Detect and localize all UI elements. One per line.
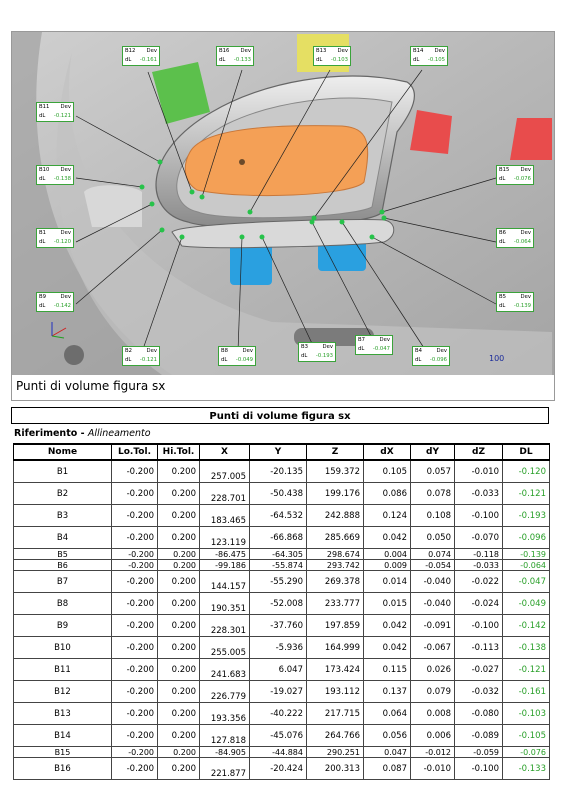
- reference-label: Riferimento -: [14, 428, 88, 439]
- cell-name: B1: [14, 460, 112, 483]
- cell-hi: 0.200: [158, 549, 200, 560]
- cell-name: B6: [14, 560, 112, 571]
- cell-lo: -0.200: [112, 747, 158, 758]
- callout-b16: B16 Dev dL -0.133: [216, 46, 254, 66]
- cell-dl: -0.103: [503, 703, 550, 725]
- table-row: [14, 681, 550, 703]
- cell-dx: 0.047: [364, 747, 411, 758]
- cell-dx: 0.014: [364, 571, 411, 593]
- table-row: [14, 615, 550, 637]
- cell-y: -55.874: [250, 560, 307, 571]
- cell-dz: -0.113: [455, 637, 503, 659]
- cell-y: -55.290: [250, 571, 307, 593]
- cell-dl: -0.064: [503, 560, 550, 571]
- cell-dl: -0.049: [503, 593, 550, 615]
- cell-z: 290.251: [307, 747, 364, 758]
- cell-lo: -0.200: [112, 527, 158, 549]
- cell-z: 242.888: [307, 505, 364, 527]
- cell-dy: 0.026: [411, 659, 455, 681]
- callout-b10: B10 Dev dL -0.138: [36, 165, 74, 185]
- cell-hi: 0.200: [158, 615, 200, 637]
- col-header: X: [200, 444, 250, 460]
- cell-dx: 0.086: [364, 483, 411, 505]
- cell-dl: -0.121: [503, 659, 550, 681]
- cell-y: 6.047: [250, 659, 307, 681]
- cell-dz: -0.080: [455, 703, 503, 725]
- table-row: [14, 747, 550, 758]
- cell-dl: -0.161: [503, 681, 550, 703]
- cell-dz: -0.022: [455, 571, 503, 593]
- cell-dx: 0.056: [364, 725, 411, 747]
- cell-lo: -0.200: [112, 460, 158, 483]
- cell-x: 144.157: [200, 571, 250, 593]
- col-header: Nome: [14, 444, 112, 460]
- cell-dy: -0.091: [411, 615, 455, 637]
- cell-dy: 0.078: [411, 483, 455, 505]
- cad-viewport[interactable]: [12, 32, 554, 375]
- cell-dl: -0.142: [503, 615, 550, 637]
- cell-hi: 0.200: [158, 460, 200, 483]
- cell-dl: -0.096: [503, 527, 550, 549]
- cell-dy: -0.067: [411, 637, 455, 659]
- cell-lo: -0.200: [112, 659, 158, 681]
- cell-z: 193.112: [307, 681, 364, 703]
- cell-dy: 0.006: [411, 725, 455, 747]
- table-row: [14, 593, 550, 615]
- cell-y: -45.076: [250, 725, 307, 747]
- reference-value: Allineamento: [87, 428, 151, 439]
- cell-dz: -0.100: [455, 758, 503, 780]
- cell-z: 173.424: [307, 659, 364, 681]
- cell-x: 241.683: [200, 659, 250, 681]
- cell-x: 190.351: [200, 593, 250, 615]
- cell-hi: 0.200: [158, 560, 200, 571]
- cell-name: B15: [14, 747, 112, 758]
- cell-dz: -0.010: [455, 460, 503, 483]
- cell-name: B9: [14, 615, 112, 637]
- col-header: Hi.Tol.: [158, 444, 200, 460]
- cell-x: 127.818: [200, 725, 250, 747]
- cell-dx: 0.137: [364, 681, 411, 703]
- table-row: [14, 505, 550, 527]
- cell-hi: 0.200: [158, 527, 200, 549]
- cell-hi: 0.200: [158, 703, 200, 725]
- cell-y: -50.438: [250, 483, 307, 505]
- cell-dx: 0.042: [364, 527, 411, 549]
- callout-b13: B13 Dev dL -0.103: [313, 46, 351, 66]
- col-header: dX: [364, 444, 411, 460]
- cell-name: B4: [14, 527, 112, 549]
- cell-y: -37.760: [250, 615, 307, 637]
- table-row: [14, 483, 550, 505]
- cell-x: -86.475: [200, 549, 250, 560]
- cell-hi: 0.200: [158, 571, 200, 593]
- cell-y: -40.222: [250, 703, 307, 725]
- cell-dy: -0.010: [411, 758, 455, 780]
- cell-hi: 0.200: [158, 637, 200, 659]
- cell-hi: 0.200: [158, 758, 200, 780]
- cell-lo: -0.200: [112, 615, 158, 637]
- table-row: [14, 637, 550, 659]
- cell-y: -64.305: [250, 549, 307, 560]
- table-row: [14, 703, 550, 725]
- cell-z: 200.313: [307, 758, 364, 780]
- cell-name: B13: [14, 703, 112, 725]
- cell-dl: -0.138: [503, 637, 550, 659]
- cell-dl: -0.076: [503, 747, 550, 758]
- callout-b4: B4 Dev dL -0.096: [412, 346, 450, 366]
- cell-dl: -0.139: [503, 549, 550, 560]
- cell-x: 255.005: [200, 637, 250, 659]
- cell-hi: 0.200: [158, 747, 200, 758]
- cell-name: B11: [14, 659, 112, 681]
- cell-x: 228.301: [200, 615, 250, 637]
- col-header: Lo.Tol.: [112, 444, 158, 460]
- cell-name: B14: [14, 725, 112, 747]
- cell-z: 293.742: [307, 560, 364, 571]
- cell-dz: -0.033: [455, 560, 503, 571]
- cell-lo: -0.200: [112, 703, 158, 725]
- cell-y: -66.868: [250, 527, 307, 549]
- cell-lo: -0.200: [112, 483, 158, 505]
- cell-dy: 0.074: [411, 549, 455, 560]
- cell-name: B7: [14, 571, 112, 593]
- cell-dy: 0.050: [411, 527, 455, 549]
- cell-dz: -0.024: [455, 593, 503, 615]
- callout-b3: B3 Dev dL -0.193: [298, 342, 336, 362]
- cell-hi: 0.200: [158, 483, 200, 505]
- cell-dl: -0.120: [503, 460, 550, 483]
- table-row: [14, 725, 550, 747]
- cell-dy: 0.108: [411, 505, 455, 527]
- cell-dl: -0.105: [503, 725, 550, 747]
- callout-b2: B2 Dev dL -0.121: [122, 346, 160, 366]
- cell-x: 123.119: [200, 527, 250, 549]
- table-row: [14, 659, 550, 681]
- callout-b7: B7 Dev dL -0.047: [355, 335, 393, 355]
- cell-y: -20.135: [250, 460, 307, 483]
- cell-dz: -0.027: [455, 659, 503, 681]
- cell-dz: -0.089: [455, 725, 503, 747]
- cell-hi: 0.200: [158, 593, 200, 615]
- cell-z: 264.766: [307, 725, 364, 747]
- cell-x: -84.905: [200, 747, 250, 758]
- cell-dl: -0.121: [503, 483, 550, 505]
- col-header: dY: [411, 444, 455, 460]
- col-header: DL: [503, 444, 550, 460]
- cell-dl: -0.133: [503, 758, 550, 780]
- cell-x: 183.465: [200, 505, 250, 527]
- cell-z: 285.669: [307, 527, 364, 549]
- callout-b12: B12 Dev dL -0.161: [122, 46, 160, 66]
- cell-dx: 0.115: [364, 659, 411, 681]
- cell-z: 197.859: [307, 615, 364, 637]
- cell-name: B2: [14, 483, 112, 505]
- cell-dx: 0.009: [364, 560, 411, 571]
- part-render: [12, 32, 554, 375]
- cell-dz: -0.033: [455, 483, 503, 505]
- cell-y: -64.532: [250, 505, 307, 527]
- cell-z: 298.674: [307, 549, 364, 560]
- cell-dz: -0.100: [455, 505, 503, 527]
- cell-lo: -0.200: [112, 593, 158, 615]
- cell-dy: -0.054: [411, 560, 455, 571]
- cell-dx: 0.042: [364, 637, 411, 659]
- cell-y: -44.884: [250, 747, 307, 758]
- reference-line: [14, 428, 151, 439]
- table-row: [14, 571, 550, 593]
- table-row: [14, 549, 550, 560]
- cell-lo: -0.200: [112, 560, 158, 571]
- col-header: dZ: [455, 444, 503, 460]
- cell-lo: -0.200: [112, 758, 158, 780]
- cell-dx: 0.042: [364, 615, 411, 637]
- figure-caption: Punti di volume figura sx: [16, 379, 166, 393]
- cell-hi: 0.200: [158, 681, 200, 703]
- callout-b9: B9 Dev dL -0.142: [36, 292, 74, 312]
- callout-b6: B6 Dev dL -0.064: [496, 228, 534, 248]
- cell-dx: 0.064: [364, 703, 411, 725]
- callout-b14: B14 Dev dL -0.105: [410, 46, 448, 66]
- cell-y: -19.027: [250, 681, 307, 703]
- callout-b1: B1 Dev dL -0.120: [36, 228, 74, 248]
- cell-hi: 0.200: [158, 725, 200, 747]
- cell-z: 159.372: [307, 460, 364, 483]
- results-table: [13, 443, 550, 780]
- cell-dy: 0.008: [411, 703, 455, 725]
- table-header-row: [14, 444, 550, 460]
- scale-number: 100: [489, 354, 505, 363]
- cell-hi: 0.200: [158, 505, 200, 527]
- cell-z: 269.378: [307, 571, 364, 593]
- col-header: Z: [307, 444, 364, 460]
- cell-z: 199.176: [307, 483, 364, 505]
- table-row: [14, 527, 550, 549]
- callout-b8: B8 Dev dL -0.049: [218, 346, 256, 366]
- cell-dz: -0.100: [455, 615, 503, 637]
- cell-dz: -0.059: [455, 747, 503, 758]
- cell-lo: -0.200: [112, 549, 158, 560]
- cell-dx: 0.015: [364, 593, 411, 615]
- cell-x: 257.005: [200, 460, 250, 483]
- cell-x: 226.779: [200, 681, 250, 703]
- cell-dx: 0.087: [364, 758, 411, 780]
- cell-dy: 0.079: [411, 681, 455, 703]
- cell-dy: 0.057: [411, 460, 455, 483]
- cell-lo: -0.200: [112, 681, 158, 703]
- cell-dl: -0.193: [503, 505, 550, 527]
- cell-dz: -0.118: [455, 549, 503, 560]
- table-row: [14, 560, 550, 571]
- cell-dx: 0.105: [364, 460, 411, 483]
- callout-b11: B11 Dev dL -0.121: [36, 102, 74, 122]
- cell-name: B5: [14, 549, 112, 560]
- cell-lo: -0.200: [112, 637, 158, 659]
- cell-dz: -0.032: [455, 681, 503, 703]
- cell-dy: -0.040: [411, 593, 455, 615]
- cell-y: -5.936: [250, 637, 307, 659]
- cell-dy: -0.012: [411, 747, 455, 758]
- cell-x: -99.186: [200, 560, 250, 571]
- cell-z: 164.999: [307, 637, 364, 659]
- table-row: [14, 460, 550, 483]
- cell-dx: 0.004: [364, 549, 411, 560]
- cell-lo: -0.200: [112, 725, 158, 747]
- cell-name: B8: [14, 593, 112, 615]
- cell-dl: -0.047: [503, 571, 550, 593]
- cell-z: 217.715: [307, 703, 364, 725]
- cell-name: B3: [14, 505, 112, 527]
- cell-z: 233.777: [307, 593, 364, 615]
- cell-x: 193.356: [200, 703, 250, 725]
- cell-y: -52.008: [250, 593, 307, 615]
- cell-lo: -0.200: [112, 571, 158, 593]
- callout-b5: B5 Dev dL -0.139: [496, 292, 534, 312]
- cell-dy: -0.040: [411, 571, 455, 593]
- cell-lo: -0.200: [112, 505, 158, 527]
- cell-x: 228.701: [200, 483, 250, 505]
- cell-name: B12: [14, 681, 112, 703]
- cell-x: 221.877: [200, 758, 250, 780]
- cell-dx: 0.124: [364, 505, 411, 527]
- report-title: Punti di volume figura sx: [11, 407, 549, 424]
- cad-figure-panel: [11, 31, 555, 401]
- col-header: Y: [250, 444, 307, 460]
- cell-name: B16: [14, 758, 112, 780]
- cell-name: B10: [14, 637, 112, 659]
- cell-dz: -0.070: [455, 527, 503, 549]
- table-row: [14, 758, 550, 780]
- cell-hi: 0.200: [158, 659, 200, 681]
- cell-y: -20.424: [250, 758, 307, 780]
- callout-b15: B15 Dev dL -0.076: [496, 165, 534, 185]
